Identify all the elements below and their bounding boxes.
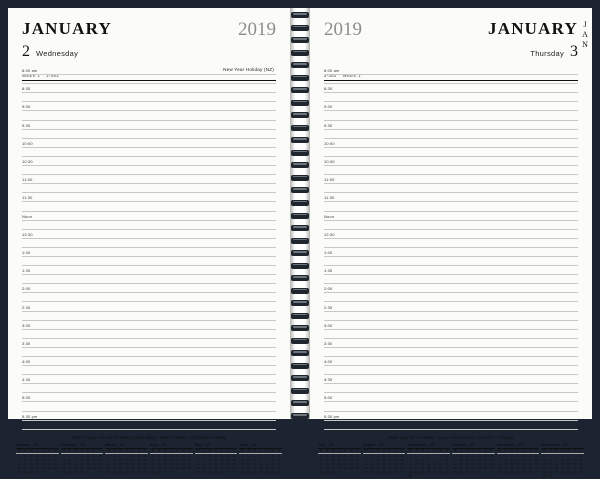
time-slot-left-17[interactable] [22, 221, 276, 230]
mini-calendar-week-row: 4 5 6 7 8 9 10 [498, 457, 538, 462]
time-slot-left-35[interactable] [22, 384, 276, 393]
left-mini-calendars [8, 440, 290, 475]
time-slot-left-39[interactable] [22, 421, 276, 430]
time-slot-left-16[interactable] [22, 212, 276, 221]
mini-calendar-week-row: 20 21 22 23 24 25 26 [196, 465, 236, 470]
time-slot-right-39[interactable] [324, 421, 578, 430]
left-year-label: 2019 [238, 19, 276, 40]
coil-ring [291, 263, 309, 269]
coil-ring [291, 300, 309, 306]
mini-calendar-week-row: 23 24 25 26 27 28 29 [542, 469, 583, 474]
time-slot-right-24[interactable] [324, 284, 578, 293]
time-label: Noon [22, 213, 33, 219]
mini-calendar-week-row: 18 19 20 21 22 23 24 [62, 465, 102, 470]
time-slot-right-19[interactable] [324, 239, 578, 248]
time-slot-left-30[interactable] [22, 339, 276, 348]
mini-calendar-week-row: 25 26 27 28 29 30 31 [106, 469, 147, 474]
mini-calendar-week-row: 30 31 [542, 473, 553, 478]
time-slot-right-35[interactable] [324, 384, 578, 393]
mini-calendar-week-row: 17 18 19 20 21 22 23 [240, 465, 281, 470]
time-label: 8:00 am [324, 68, 340, 74]
mini-calendar-weekday-header: M T W T F S S [150, 449, 193, 454]
time-slot-left-14[interactable] [22, 193, 276, 202]
coil-ring [291, 200, 309, 206]
mini-calendar-weekday-header: M T W T F S S [363, 449, 406, 454]
mini-calendar-title: March · 19 [105, 443, 148, 449]
mini-calendar-week-row: 1 [580, 453, 582, 458]
coil-ring [291, 413, 309, 419]
mini-calendar-week-row: 15 16 17 18 19 20 21 [151, 461, 192, 466]
coil-ring [291, 25, 309, 31]
time-slot-right-21[interactable] [324, 257, 578, 266]
mini-calendar-weekday-header: M T W T F S S [16, 449, 59, 454]
time-slot-right-17[interactable] [324, 221, 578, 230]
time-label: 1:30 [22, 268, 31, 274]
right-day-name: Thursday [530, 49, 564, 58]
time-slot-left-1[interactable] [22, 75, 276, 84]
time-slot-left-10[interactable] [22, 157, 276, 166]
mini-calendar-week-row: 9 10 11 12 13 14 15 [543, 461, 583, 466]
mini-calendar-week-row: 1 2 3 [131, 453, 146, 458]
left-week-label: WEEK 1 [22, 73, 41, 78]
time-slot-left-8[interactable] [22, 139, 276, 148]
mini-calendar-week-row: 13 14 15 16 17 18 19 [196, 461, 236, 466]
mini-calendar-week-row: 16 17 18 19 20 21 22 [542, 465, 583, 470]
side-tab-letter-2: N [582, 40, 588, 49]
time-slot-left-21[interactable] [22, 257, 276, 266]
mini-calendar-week-row: 9 10 11 12 13 14 15 [409, 461, 449, 466]
time-label: 8:30 [22, 86, 31, 92]
time-label: 9:00 [22, 104, 31, 110]
mini-calendar-title: May · 19 [195, 443, 238, 449]
time-slot-right-8[interactable] [324, 139, 578, 148]
coil-ring [291, 375, 309, 381]
time-slot-left-28[interactable] [22, 321, 276, 330]
coil-ring [291, 37, 309, 43]
mini-calendar-week-row: 1 2 3 [523, 453, 538, 458]
coil-ring [291, 400, 309, 406]
time-label: 4:30 [22, 377, 31, 383]
time-slot-right-2[interactable] [324, 84, 578, 93]
time-slot-right-14[interactable] [324, 193, 578, 202]
mini-calendar-week-row: 22 23 24 25 26 27 28 [319, 465, 360, 470]
time-label: 5:00 [324, 395, 333, 401]
coil-ring [291, 100, 309, 106]
mini-calendar-title: April · 19 [150, 443, 193, 449]
right-year-label: 2019 [324, 19, 362, 40]
mini-calendar-week-row: 1 2 3 4 5 6 [24, 453, 57, 458]
time-slot-left-11[interactable] [22, 166, 276, 175]
time-label: 10:30 [22, 159, 33, 165]
mini-calendar-week-row: 5 6 7 8 9 10 11 [364, 457, 404, 462]
time-slot-left-4[interactable] [22, 102, 276, 111]
mini-calendar-week-row: 11 12 13 14 15 16 17 [498, 461, 538, 466]
time-label: 8:30 [324, 86, 333, 92]
mini-calendar-title: January · 19 [16, 443, 59, 449]
time-slot-right-13[interactable] [324, 184, 578, 193]
mini-calendar-week-row: 14 15 16 17 18 19 20 [453, 461, 494, 466]
time-slot-left-37[interactable] [22, 402, 276, 411]
mini-calendar-week-row: 2 3 4 5 6 7 8 [409, 457, 448, 462]
time-label: 5:30 pm [22, 413, 38, 419]
left-day-of-year: 2-363 [46, 73, 59, 78]
mini-calendar-week-row: 10 11 12 13 14 15 16 [240, 461, 281, 466]
mini-calendar-week-row: 1 2 3 4 5 6 7 [152, 453, 191, 458]
time-label: 9:30 [22, 122, 31, 128]
mini-calendar-left-1 [61, 443, 104, 475]
mini-calendar-week-row: 1 2 3 4 [383, 453, 404, 458]
mini-calendar-left-0 [16, 443, 59, 475]
mini-calendar-week-row: 15 16 17 18 19 20 21 [319, 461, 360, 466]
time-label: 9:00 [324, 104, 333, 110]
mini-calendar-week-row: 8 9 10 11 12 13 14 [152, 457, 192, 462]
coil-ring [291, 363, 309, 369]
time-slot-right-7[interactable] [324, 130, 578, 139]
time-slot-left-15[interactable] [22, 202, 276, 211]
time-slot-right-20[interactable] [324, 248, 578, 257]
mini-calendar-right-1 [363, 443, 406, 479]
time-slot-right-12[interactable] [324, 175, 578, 184]
time-slot-left-38[interactable] [22, 412, 276, 421]
time-label: 10:30 [324, 159, 335, 165]
mini-calendar-week-row: 14 15 16 17 18 19 20 [17, 461, 58, 466]
coil-ring [291, 137, 309, 143]
coil-ring [291, 350, 309, 356]
time-slot-right-1[interactable] [324, 75, 578, 84]
time-slot-left-18[interactable] [22, 230, 276, 239]
mini-calendar-weekday-header: M T W T F S S [318, 449, 361, 454]
left-holiday-note: New Year Holiday (NZ) [223, 67, 274, 72]
time-slot-right-28[interactable] [324, 321, 578, 330]
coil-ring [291, 50, 309, 56]
right-day-number: 3 [570, 43, 578, 60]
time-label: Noon [324, 213, 335, 219]
coil-ring [291, 275, 309, 281]
time-slot-left-12[interactable] [22, 175, 276, 184]
coil-ring [291, 325, 309, 331]
mini-calendar-week-row: 25 26 27 28 [62, 469, 84, 474]
time-label: 2:30 [22, 304, 31, 310]
mini-calendar-week-row: 28 29 30 31 [453, 469, 475, 474]
time-label: 3:00 [22, 322, 31, 328]
time-label: 11:30 [324, 195, 335, 201]
mini-calendar-week-row: 3 4 5 6 7 8 9 [241, 457, 280, 462]
mini-calendar-right-2 [407, 443, 450, 479]
time-label: 5:00 [22, 395, 31, 401]
time-label: 4:00 [22, 359, 31, 365]
time-slot-left-6[interactable] [22, 121, 276, 130]
mini-calendar-week-row: 1 2 3 4 5 6 7 [320, 453, 359, 458]
time-slot-right-33[interactable] [324, 366, 578, 375]
coil-ring [291, 313, 309, 319]
time-label: 8:00 am [22, 68, 38, 74]
time-slot-left-31[interactable] [22, 348, 276, 357]
mini-calendar-weekday-header: M T W T F S S [105, 449, 148, 454]
mini-calendar-title: September · 19 [407, 443, 450, 449]
side-tab-letter-1: A [582, 30, 588, 39]
time-label: 9:30 [324, 122, 333, 128]
coil-ring [291, 87, 309, 93]
time-slot-right-18[interactable] [324, 230, 578, 239]
time-slot-right-34[interactable] [324, 375, 578, 384]
mini-calendar-week-row: 19 20 21 22 23 24 25 [364, 465, 404, 470]
time-slot-left-2[interactable] [22, 84, 276, 93]
time-slot-right-37[interactable] [324, 402, 578, 411]
time-slot-right-23[interactable] [324, 275, 578, 284]
mini-calendar-week-row: 2 3 4 5 6 7 8 [543, 457, 582, 462]
time-label: 4:00 [324, 359, 333, 365]
mini-calendar-week-row: 8 9 10 11 12 13 14 [320, 457, 360, 462]
coil-ring [291, 225, 309, 231]
time-slot-right-32[interactable] [324, 357, 578, 366]
time-label: 5:30 pm [324, 413, 340, 419]
time-slot-left-20[interactable] [22, 248, 276, 257]
mini-calendar-weekday-header: M T W T F S S [407, 449, 450, 454]
time-slot-right-5[interactable] [324, 111, 578, 120]
right-mini-calendars [310, 440, 592, 479]
mini-calendar-week-row: 21 22 23 24 25 26 27 [453, 465, 494, 470]
time-label: 4:30 [324, 377, 333, 383]
time-label: 12:30 [22, 231, 33, 237]
mini-calendar-week-row: 12 13 14 15 16 17 18 [364, 461, 404, 466]
mini-calendar-week-row: 11 12 13 14 15 16 17 [62, 461, 102, 466]
time-slot-left-26[interactable] [22, 302, 276, 311]
time-label: 10:00 [324, 140, 335, 146]
coil-ring [291, 75, 309, 81]
time-label: 10:00 [22, 140, 33, 146]
mini-calendar-left-3 [150, 443, 193, 475]
time-slot-right-27[interactable] [324, 312, 578, 321]
right-day-of-year: 3-362 [324, 73, 337, 78]
time-slot-left-0[interactable] [22, 66, 276, 75]
time-slot-right-26[interactable] [324, 302, 578, 311]
mini-calendar-right-0 [318, 443, 361, 479]
mini-calendar-title: August · 19 [363, 443, 406, 449]
coil-ring [291, 112, 309, 118]
left-month-title: JANUARY [22, 19, 112, 38]
coil-ring [291, 187, 309, 193]
time-label: 3:30 [324, 340, 333, 346]
time-slot-right-38[interactable] [324, 412, 578, 421]
time-slot-right-31[interactable] [324, 348, 578, 357]
time-label: 3:30 [22, 340, 31, 346]
mini-calendar-title: June · 19 [239, 443, 282, 449]
time-label: 1:00 [22, 249, 31, 255]
time-slot-right-30[interactable] [324, 339, 578, 348]
time-slot-right-9[interactable] [324, 148, 578, 157]
coil-ring [291, 250, 309, 256]
coil-ring [291, 213, 309, 219]
coil-ring [291, 238, 309, 244]
mini-calendar-left-5 [239, 443, 282, 475]
mini-calendar-left-4 [195, 443, 238, 475]
coil-ring [291, 338, 309, 344]
mini-calendar-week-row: 26 27 28 29 30 31 [364, 469, 398, 474]
left-quote: There is only one rule for being a good talker – learn to listen. – Christopher Morley [72, 434, 226, 440]
time-slot-right-16[interactable] [324, 212, 578, 221]
mini-calendar-weekday-header: M T W T F S S [541, 449, 584, 454]
mini-calendar-weekday-header: M T W T F S S [61, 449, 104, 454]
left-diary-page [8, 8, 290, 474]
time-slot-right-29[interactable] [324, 330, 578, 339]
mini-calendar-week-row: 18 19 20 21 22 23 24 [106, 465, 147, 470]
mini-calendar-week-row: 1 [446, 453, 448, 458]
time-slot-right-11[interactable] [324, 166, 578, 175]
coil-ring [291, 162, 309, 168]
time-slot-left-22[interactable] [22, 266, 276, 275]
time-slot-left-23[interactable] [22, 275, 276, 284]
left-day-number: 2 [22, 43, 30, 60]
mini-calendar-title: July · 19 [318, 443, 361, 449]
time-slot-left-7[interactable] [22, 130, 276, 139]
time-label: 11:30 [22, 195, 33, 201]
right-time-grid[interactable] [310, 64, 592, 430]
time-slot-right-4[interactable] [324, 102, 578, 111]
mini-calendar-week-row: 22 23 24 25 26 27 28 [151, 465, 192, 470]
mini-calendar-week-row: 1 2 3 4 5 [209, 453, 236, 458]
mini-calendar-weekday-header: M T W T F S S [497, 449, 540, 454]
mini-calendar-week-row: 25 26 27 28 29 30 [498, 469, 532, 474]
mini-calendar-week-row: 27 28 29 30 31 [196, 469, 224, 474]
diary-spread [8, 8, 592, 478]
time-slot-right-10[interactable] [324, 157, 578, 166]
mini-calendar-right-4 [497, 443, 540, 479]
time-slot-right-36[interactable] [324, 393, 578, 402]
time-slot-left-13[interactable] [22, 184, 276, 193]
time-label: 2:00 [22, 286, 31, 292]
mini-calendar-title: February · 19 [61, 443, 104, 449]
time-slot-left-5[interactable] [22, 111, 276, 120]
mini-calendar-title: November · 19 [497, 443, 540, 449]
mini-calendar-weekday-header: M T W T F S S [239, 449, 282, 454]
time-slot-right-22[interactable] [324, 266, 578, 275]
mini-calendar-week-row: 29 30 [151, 469, 161, 474]
time-slot-right-6[interactable] [324, 121, 578, 130]
mini-calendar-week-row: 4 5 6 7 8 9 10 [62, 457, 102, 462]
right-quote: Make your life a mission – not an intermission. – Arnold H. Glasgow [388, 434, 514, 440]
mini-calendar-week-row: 7 8 9 10 11 12 13 [454, 457, 494, 462]
coil-ring [291, 150, 309, 156]
mini-calendar-week-row: 28 29 30 31 [17, 469, 39, 474]
time-label: 2:30 [324, 304, 333, 310]
time-slot-left-19[interactable] [22, 239, 276, 248]
mini-calendar-week-row: 23 24 25 26 27 28 29 [408, 469, 449, 474]
time-slot-right-0[interactable] [324, 66, 578, 75]
mini-calendar-week-row: 1 2 3 [87, 453, 102, 458]
time-slot-right-3[interactable] [324, 93, 578, 102]
side-tab-letter-0: J [583, 20, 587, 29]
coil-ring [291, 175, 309, 181]
coil-ring [291, 62, 309, 68]
mini-calendar-weekday-header: M T W T F S S [452, 449, 495, 454]
time-label: 12:30 [324, 231, 335, 237]
mini-calendar-week-row: 11 12 13 14 15 16 17 [106, 461, 147, 466]
time-label: 1:00 [324, 249, 333, 255]
mini-calendar-week-row: 24 25 26 27 28 29 30 [240, 469, 281, 474]
spiral-binding [290, 8, 310, 419]
right-month-title: JANUARY [488, 19, 578, 38]
mini-calendar-weekday-header: M T W T F S S [195, 449, 238, 454]
time-slot-left-27[interactable] [22, 312, 276, 321]
time-slot-left-3[interactable] [22, 93, 276, 102]
mini-calendar-right-3 [452, 443, 495, 479]
month-side-tab [580, 20, 590, 50]
time-slot-left-34[interactable] [22, 375, 276, 384]
coil-ring [291, 12, 309, 18]
time-label: 11:00 [22, 177, 33, 183]
time-slot-left-32[interactable] [22, 357, 276, 366]
right-diary-page [310, 8, 592, 478]
mini-calendar-title: December · 19 [541, 443, 584, 449]
time-label: 1:30 [324, 268, 333, 274]
coil-ring [291, 288, 309, 294]
time-label: 3:00 [324, 322, 333, 328]
mini-calendar-week-row: 1 2 3 4 5 6 [460, 453, 493, 458]
mini-calendar-week-row: 30 [408, 473, 413, 478]
mini-calendar-week-row: 7 8 9 10 11 12 13 [18, 457, 58, 462]
mini-calendar-week-row: 16 17 18 19 20 21 22 [408, 465, 449, 470]
left-day-name: Wednesday [36, 49, 79, 58]
mini-calendar-title: October · 19 [452, 443, 495, 449]
mini-calendar-week-row: 6 7 8 9 10 11 12 [196, 457, 236, 462]
mini-calendar-week-row: 21 22 23 24 25 26 27 [17, 465, 58, 470]
time-label: 11:00 [324, 177, 335, 183]
coil-ring [291, 388, 309, 394]
mini-calendar-week-row: 4 5 6 7 8 9 10 [107, 457, 147, 462]
mini-calendar-week-row: 29 30 31 [319, 469, 335, 474]
time-slot-left-9[interactable] [22, 148, 276, 157]
mini-calendar-left-2 [105, 443, 148, 475]
mini-calendar-week-row: 1 2 [271, 453, 280, 458]
time-slot-right-15[interactable] [324, 202, 578, 211]
time-slot-right-25[interactable] [324, 293, 578, 302]
right-week-label: WEEK 1 [342, 73, 361, 78]
time-slot-left-25[interactable] [22, 293, 276, 302]
left-time-grid[interactable] [8, 64, 290, 430]
time-slot-left-33[interactable] [22, 366, 276, 375]
time-label: 2:00 [324, 286, 333, 292]
time-slot-left-24[interactable] [22, 284, 276, 293]
time-slot-left-29[interactable] [22, 330, 276, 339]
mini-calendar-week-row: 18 19 20 21 22 23 24 [498, 465, 538, 470]
time-slot-left-36[interactable] [22, 393, 276, 402]
mini-calendar-right-5 [541, 443, 584, 479]
coil-ring [291, 125, 309, 131]
